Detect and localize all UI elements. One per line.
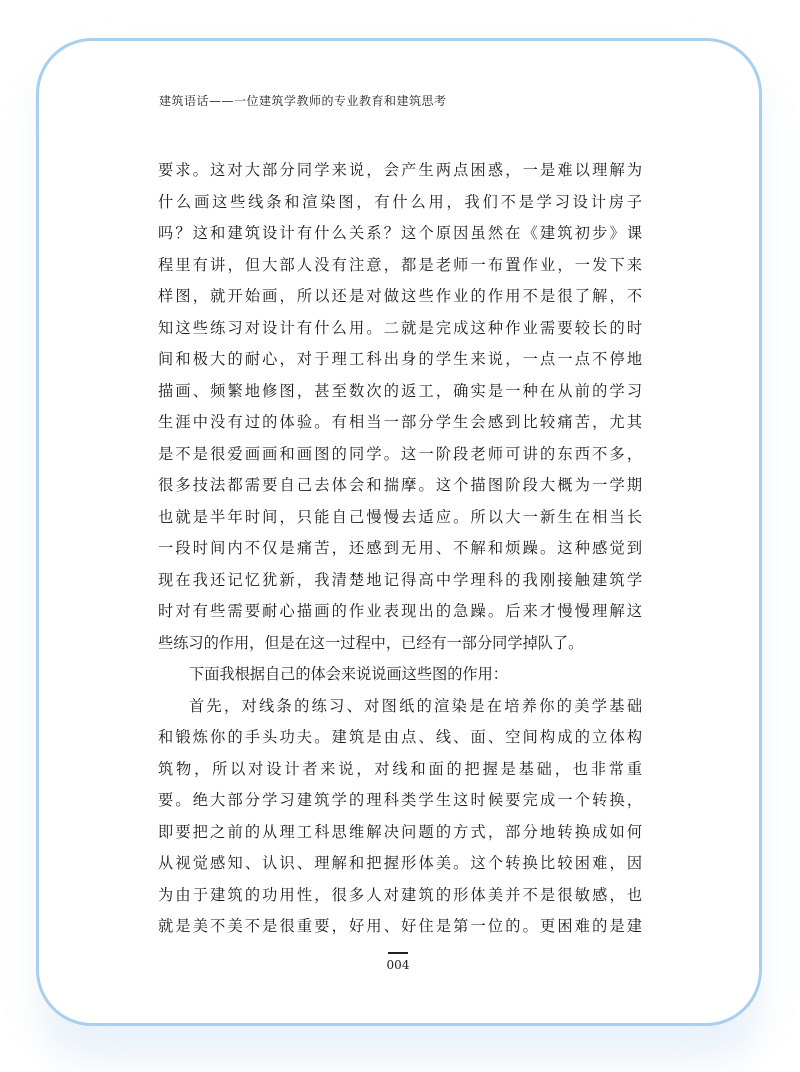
text-line: 要。绝大部分学习建筑学的理科类学生这时候要完成一个转换， [158, 791, 642, 809]
text-line: 吗？这和建筑设计有什么关系？这个原因虽然在《建筑初步》课 [158, 224, 642, 242]
text-line: 一段时间内不仅是痛苦，还感到无用、不解和烦躁。这种感觉到 [158, 539, 642, 557]
body-text [158, 155, 642, 943]
text-line: 描画、频繁地修图，甚至数次的返工，确实是一种在从前的学习 [158, 381, 642, 400]
text-line: 就是美不美不是很重要，好用、好住是第一位的。更困难的是建 [158, 917, 642, 935]
text-line: 筑物，所以对设计者来说，对线和面的把握是基础，也非常重 [158, 759, 642, 778]
text-line: 样图，就开始画，所以还是对做这些作业的作用不是很了解，不 [158, 287, 642, 305]
text-line: 现在我还记忆犹新，我清楚地记得高中学理科的我刚接触建筑学 [158, 570, 642, 589]
text-line: 间和极大的耐心，对于理工科出身的学生来说，一点一点不停地 [158, 350, 642, 368]
text-line: 是不是很爱画画和画图的同学。这一阶段老师可讲的东西不多， [158, 444, 642, 463]
text-line: 也就是半年时间，只能自己慢慢去适应。所以大一新生在相当长 [158, 507, 642, 526]
folio-rule [388, 952, 408, 954]
paragraph-first-line: 下面我根据自己的体会来说说画这些图的作用： [189, 665, 508, 683]
text-line: 从视觉感知、认识、理解和把握形体美。这个转换比较困难，因 [158, 854, 642, 872]
paragraph-first-line: 首先，对线条的练习、对图纸的渲染是在培养你的美学基础 [189, 696, 642, 715]
text-line: 为由于建筑的功用性，很多人对建筑的形体美并不是很敏感，也 [158, 885, 642, 904]
page-number: 004 [386, 958, 410, 972]
text-line: 即要把之前的从理工科思维解决问题的方式，部分地转换成如何 [158, 822, 642, 841]
text-line: 些练习的作用，但是在这一过程中，已经有一部分同学掉队了。 [158, 633, 584, 652]
text-line: 时对有些需要耐心描画的作业表现出的急躁。后来才慢慢理解这 [158, 602, 642, 620]
text-line: 生涯中没有过的体验。有相当一部分学生会感到比较痛苦，尤其 [158, 413, 642, 431]
text-line: 和锻炼你的手头功夫。建筑是由点、线、面、空间构成的立体构 [158, 728, 642, 746]
text-line: 什么画这些线条和渲染图，有什么用，我们不是学习设计房子 [158, 192, 642, 211]
running-head: 建筑语话——一位建筑学教师的专业教育和建筑思考 [159, 94, 447, 108]
text-line: 程里有讲，但大部人没有注意，都是老师一布置作业，一发下来 [158, 255, 642, 274]
text-line: 知这些练习对设计有什么用。二就是完成这种作业需要较长的时 [158, 318, 642, 337]
text-line: 很多技法都需要自己去体会和揣摩。这个描图阶段大概为一学期 [158, 476, 642, 494]
text-line: 要求。这对大部分同学来说，会产生两点困惑，一是难以理解为 [158, 161, 642, 179]
